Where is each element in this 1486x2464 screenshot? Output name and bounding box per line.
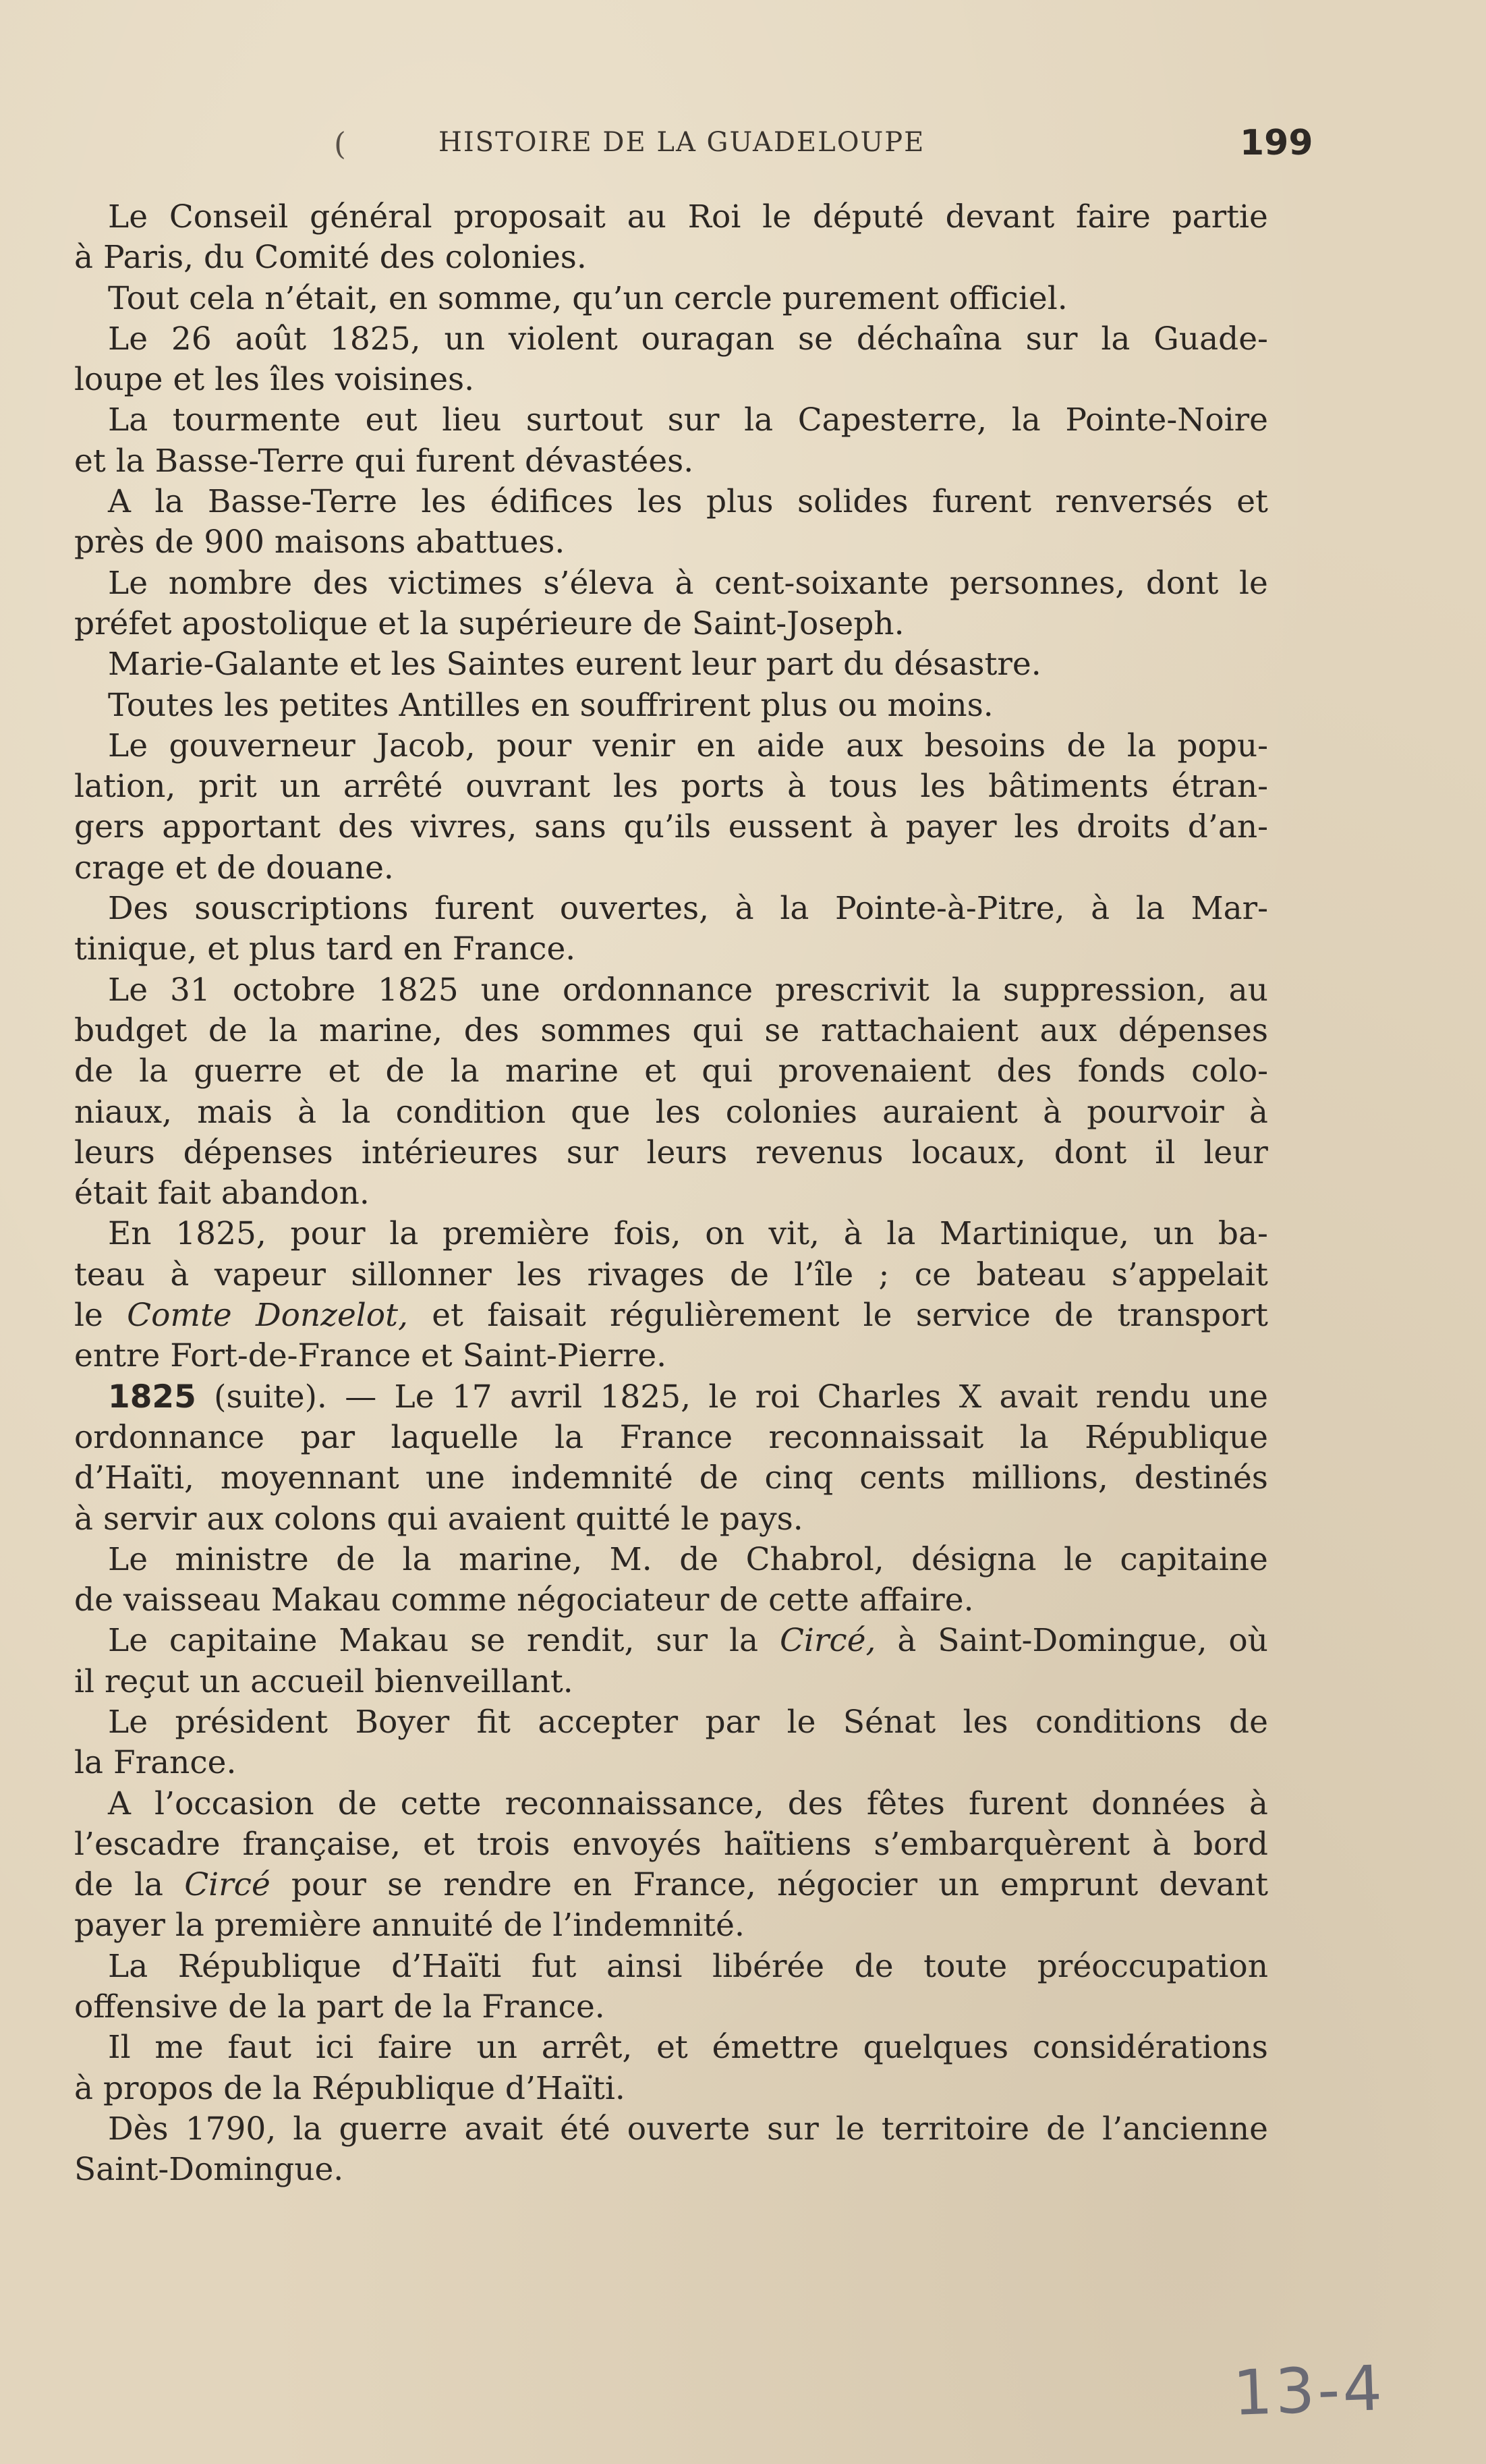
text-line xyxy=(74,929,1268,970)
text-line-content: l’escadre française, et trois envoyés haïtiens s’embarquèrent à bord xyxy=(74,1825,1268,1863)
handwritten-annotation: 13-4 xyxy=(1232,2352,1386,2430)
text-line xyxy=(74,1458,1268,1499)
running-head: HISTOIRE DE LA GUADELOUPE xyxy=(438,127,925,158)
text-line-content: à Paris, du Comité des colonies. xyxy=(74,239,587,277)
text-line xyxy=(74,970,1268,1011)
text-line-content: En 1825, pour la première fois, on vit, à la Martinique, un ba- xyxy=(108,1215,1268,1253)
text-line xyxy=(74,400,1268,441)
text-line-content: leurs dépenses intérieures sur leurs revenus locaux, dont il leur xyxy=(74,1133,1268,1171)
text-line-content: Le capitaine Makau se rendit, sur la Circé, à Saint-Domingue, où xyxy=(108,1622,1268,1660)
text-line-content: Dès 1790, la guerre avait été ouverte sur le territoire de l’ancienne xyxy=(108,2110,1268,2148)
text-line xyxy=(74,1865,1268,1905)
text-line-content: teau à vapeur sillonner les rivages de l’île ; ce bateau s’appelait xyxy=(74,1256,1268,1293)
text-line-content: A la Basse-Terre les édifices les plus solides furent renversés et xyxy=(108,483,1268,521)
text-line-content: à propos de la République d’Haïti. xyxy=(74,2069,625,2107)
text-line xyxy=(74,319,1268,360)
text-line xyxy=(74,522,1268,563)
text-line xyxy=(74,360,1268,400)
text-line xyxy=(74,1011,1268,1051)
text-line-content: lation, prit un arrêté ouvrant les ports à tous les bâtiments étran- xyxy=(74,768,1268,806)
text-line xyxy=(74,644,1268,685)
text-line-content: loupe et les îles voisines. xyxy=(74,361,475,399)
text-line-content: à servir aux colons qui avaient quitté le pays. xyxy=(74,1500,803,1538)
text-line-content: Il me faut ici faire un arrêt, et émettre quelques considérations xyxy=(108,2029,1268,2067)
text-line-content: Le Conseil général proposait au Roi le député devant faire partie xyxy=(108,198,1268,235)
text-line-content: Le gouverneur Jacob, pour venir en aide aux besoins de la popu- xyxy=(108,727,1268,764)
text-line xyxy=(74,1621,1268,1661)
text-line xyxy=(74,1702,1268,1743)
text-line xyxy=(74,237,1268,278)
text-line-content: Le 26 août 1825, un violent ouragan se déchaîna sur la Guade- xyxy=(108,320,1268,358)
text-line xyxy=(74,1133,1268,1173)
text-line xyxy=(74,1987,1268,2027)
text-line-content: crage et de douane. xyxy=(74,849,394,887)
body-text xyxy=(74,197,1268,2191)
text-line-content: la France. xyxy=(74,1744,237,1782)
text-line xyxy=(74,1540,1268,1580)
text-line-content: entre Fort-de-France et Saint-Pierre. xyxy=(74,1337,667,1375)
text-line-content: de la Circé pour se rendre en France, négocier un emprunt devant xyxy=(74,1866,1268,1904)
text-line xyxy=(74,2150,1268,2190)
text-line-content: d’Haïti, moyennant une indemnité de cinq cents millions, destinés xyxy=(74,1459,1268,1497)
text-line-content: ordonnance par laquelle la France reconnaissait la République xyxy=(74,1418,1268,1456)
text-line xyxy=(74,1824,1268,1865)
text-line-content: gers apportant des vivres, sans qu’ils eussent à payer les droits d’an- xyxy=(74,808,1268,846)
text-line-content: La tourmente eut lieu surtout sur la Capesterre, la Pointe-Noire xyxy=(108,401,1268,439)
text-line-content: budget de la marine, des sommes qui se rattachaient aux dépenses xyxy=(74,1011,1268,1049)
text-line xyxy=(74,197,1268,237)
text-line xyxy=(74,1784,1268,1824)
text-line-content: offensive de la part de la France. xyxy=(74,1988,605,2026)
text-line-content: il reçut un accueil bienveillant. xyxy=(74,1662,573,1700)
text-line xyxy=(74,482,1268,522)
text-line xyxy=(74,1743,1268,1783)
text-line-content: 1825 (suite). — Le 17 avril 1825, le roi Charles X avait rendu une xyxy=(108,1378,1268,1416)
text-line-content: Des souscriptions furent ouvertes, à la Pointe-à-Pitre, à la Mar- xyxy=(108,890,1268,928)
text-line xyxy=(74,1662,1268,1702)
text-line-content: Le ministre de la marine, M. de Chabrol, désigna le capitaine xyxy=(108,1540,1268,1578)
text-line xyxy=(74,1051,1268,1092)
text-line-content: était fait abandon. xyxy=(74,1175,370,1212)
text-line-content: de la guerre et de la marine et qui provenaient des fonds colo- xyxy=(74,1053,1268,1090)
text-line xyxy=(74,848,1268,889)
text-line-content: Tout cela n’était, en somme, qu’un cercle purement officiel. xyxy=(108,279,1068,317)
text-line xyxy=(74,1295,1268,1336)
text-line xyxy=(74,1214,1268,1254)
text-line xyxy=(74,279,1268,319)
text-line xyxy=(74,1905,1268,1946)
text-line-content: le Comte Donzelot, et faisait régulièrement le service de transport xyxy=(74,1297,1268,1335)
text-line-content: La République d’Haïti fut ainsi libérée de toute préoccupation xyxy=(108,1947,1268,1985)
text-line xyxy=(74,2069,1268,2109)
text-line xyxy=(74,1580,1268,1621)
text-line xyxy=(74,1255,1268,1295)
text-line-content: Le président Boyer fit accepter par le Sénat les conditions de xyxy=(108,1703,1268,1741)
text-line xyxy=(74,1173,1268,1214)
text-line xyxy=(74,685,1268,726)
text-line-content: A l’occasion de cette reconnaissance, des fêtes furent données à xyxy=(108,1785,1268,1822)
text-line xyxy=(74,1092,1268,1133)
text-line-content: préfet apostolique et la supérieure de Saint-Joseph. xyxy=(74,605,905,642)
text-line-content: Toutes les petites Antilles en souffrirent plus ou moins. xyxy=(108,686,994,724)
text-line xyxy=(74,441,1268,482)
page-number: 199 xyxy=(1240,123,1313,163)
text-line-content: payer la première annuité de l’indemnité. xyxy=(74,1907,745,1944)
text-line-content: niaux, mais à la condition que les colonies auraient à pourvoir à xyxy=(74,1093,1268,1131)
text-line-content: Marie-Galante et les Saintes eurent leur part du désastre. xyxy=(108,646,1041,683)
text-line xyxy=(74,1377,1268,1418)
text-line-content: et la Basse-Terre qui furent dévastées. xyxy=(74,442,694,480)
text-line xyxy=(74,604,1268,644)
text-line-content: Saint-Domingue. xyxy=(74,2151,344,2189)
text-line xyxy=(74,1418,1268,1458)
text-line xyxy=(74,726,1268,766)
text-line-content: Le nombre des victimes s’éleva à cent-soixante personnes, dont le xyxy=(108,564,1268,602)
text-line xyxy=(74,807,1268,847)
text-line-content: Le 31 octobre 1825 une ordonnance prescrivit la suppression, au xyxy=(108,971,1268,1009)
text-line xyxy=(74,889,1268,929)
text-line-content: de vaisseau Makau comme négociateur de cette affaire. xyxy=(74,1581,974,1619)
text-line xyxy=(74,766,1268,807)
text-line xyxy=(74,1947,1268,1987)
text-line-content: près de 900 maisons abattues. xyxy=(74,524,565,561)
text-line-content: tinique, et plus tard en France. xyxy=(74,930,576,968)
text-line xyxy=(74,563,1268,604)
text-line xyxy=(74,2027,1268,2068)
text-line xyxy=(74,2109,1268,2150)
text-line xyxy=(74,1499,1268,1540)
text-line xyxy=(74,1336,1268,1376)
margin-mark: ( xyxy=(334,125,346,162)
